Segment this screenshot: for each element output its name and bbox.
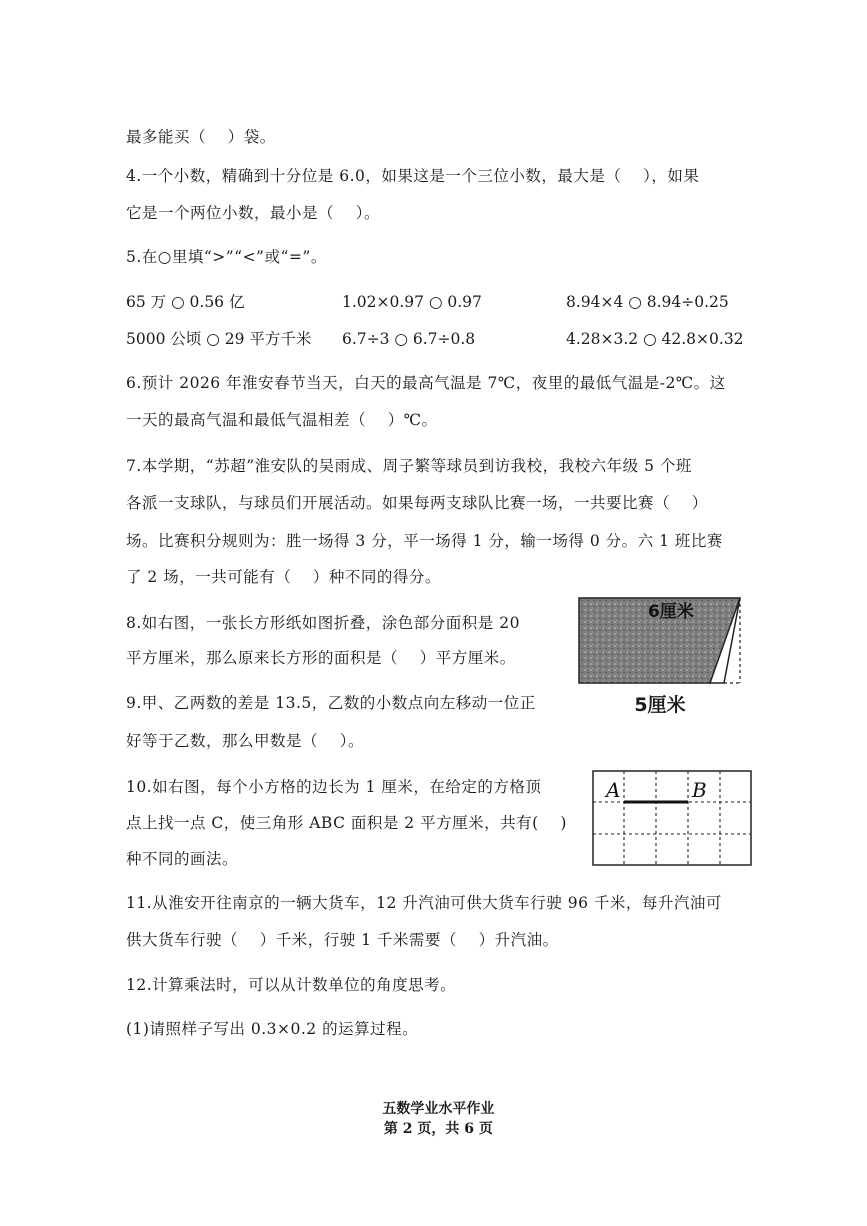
q10-line3: 种不同的画法。 bbox=[126, 850, 239, 868]
fig-bottom-label: 5厘米 bbox=[634, 694, 686, 716]
q6-line1: 6.预计 2026 年淮安春节当天，白天的最高气温是 7℃，夜里的最低气温是-2℃。这 bbox=[126, 374, 726, 392]
fig-top-label: 6厘米 bbox=[648, 602, 694, 622]
q5-item: 5000 公顷 ○ 29 平方千米 bbox=[126, 330, 312, 348]
folded-paper-figure bbox=[578, 597, 744, 685]
q5-item: 8.94×4 ○ 8.94÷0.25 bbox=[566, 293, 729, 311]
q5-item: 65 万 ○ 0.56 亿 bbox=[126, 293, 245, 311]
q7-line1: 7.本学期，“苏超”淮安队的吴雨成、周子繁等球员到访我校，我校六年级 5 个班 bbox=[126, 457, 692, 475]
q4-line1: 4.一个小数，精确到十分位是 6.0，如果这是一个三位小数，最大是（ ），如果 bbox=[126, 167, 700, 185]
q10-line2: 点上找一点 C，使三角形 ABC 面积是 2 平方厘米，共有( ) bbox=[126, 814, 567, 832]
q7-line3: 场。比赛积分规则为：胜一场得 3 分，平一场得 1 分，输一场得 0 分。六 1 班比赛 bbox=[126, 532, 723, 550]
page-footer bbox=[0, 1082, 867, 1138]
q7-line2: 各派一支球队，与球员们开展活动。如果每两支球队比赛一场，一共要比赛（ ） bbox=[126, 494, 708, 512]
point-b-label: B bbox=[692, 778, 707, 802]
q11-line2: 供大货车行驶（ ）千米，行驶 1 千米需要（ ）升汽油。 bbox=[126, 931, 559, 949]
q5-prompt: 5.在○里填“>”“<”或“=”。 bbox=[126, 248, 327, 266]
q12-line2: (1)请照样子写出 0.3×0.2 的运算过程。 bbox=[126, 1020, 419, 1038]
q9-line1: 9.甲、乙两数的差是 13.5，乙数的小数点向左移动一位正 bbox=[126, 694, 536, 712]
footer-page-number: 第 2 页，共 6 页 bbox=[383, 1121, 493, 1137]
q3-tail: 最多能买（ ）袋。 bbox=[126, 128, 276, 146]
q10-line1: 10.如右图，每个小方格的边长为 1 厘米，在给定的方格顶 bbox=[126, 778, 542, 796]
q9-line2: 好等于乙数，那么甲数是（ ）。 bbox=[126, 732, 364, 750]
q7-line4: 了 2 场，一共可能有（ ）种不同的得分。 bbox=[126, 568, 441, 586]
q5-item: 6.7÷3 ○ 6.7÷0.8 bbox=[342, 330, 476, 348]
q4-line2: 它是一个两位小数，最小是（ ）。 bbox=[126, 204, 380, 222]
grid-figure bbox=[592, 770, 752, 866]
footer-title: 五数学业水平作业 bbox=[382, 1101, 495, 1117]
q11-line1: 11.从淮安开往南京的一辆大货车，12 升汽油可供大货车行驶 96 千米，每升汽油可 bbox=[126, 894, 722, 912]
q5-item: 1.02×0.97 ○ 0.97 bbox=[342, 293, 482, 311]
q5-item: 4.28×3.2 ○ 42.8×0.32 bbox=[566, 330, 744, 348]
q8-line2: 平方厘米，那么原来长方形的面积是（ ）平方厘米。 bbox=[126, 649, 516, 667]
q8-line1: 8.如右图，一张长方形纸如图折叠，涂色部分面积是 20 bbox=[126, 614, 520, 632]
q6-line2: 一天的最高气温和最低气温相差（ ）℃。 bbox=[126, 411, 438, 429]
q12-line1: 12.计算乘法时，可以从计数单位的角度思考。 bbox=[126, 976, 457, 994]
point-a-label: A bbox=[606, 778, 621, 802]
